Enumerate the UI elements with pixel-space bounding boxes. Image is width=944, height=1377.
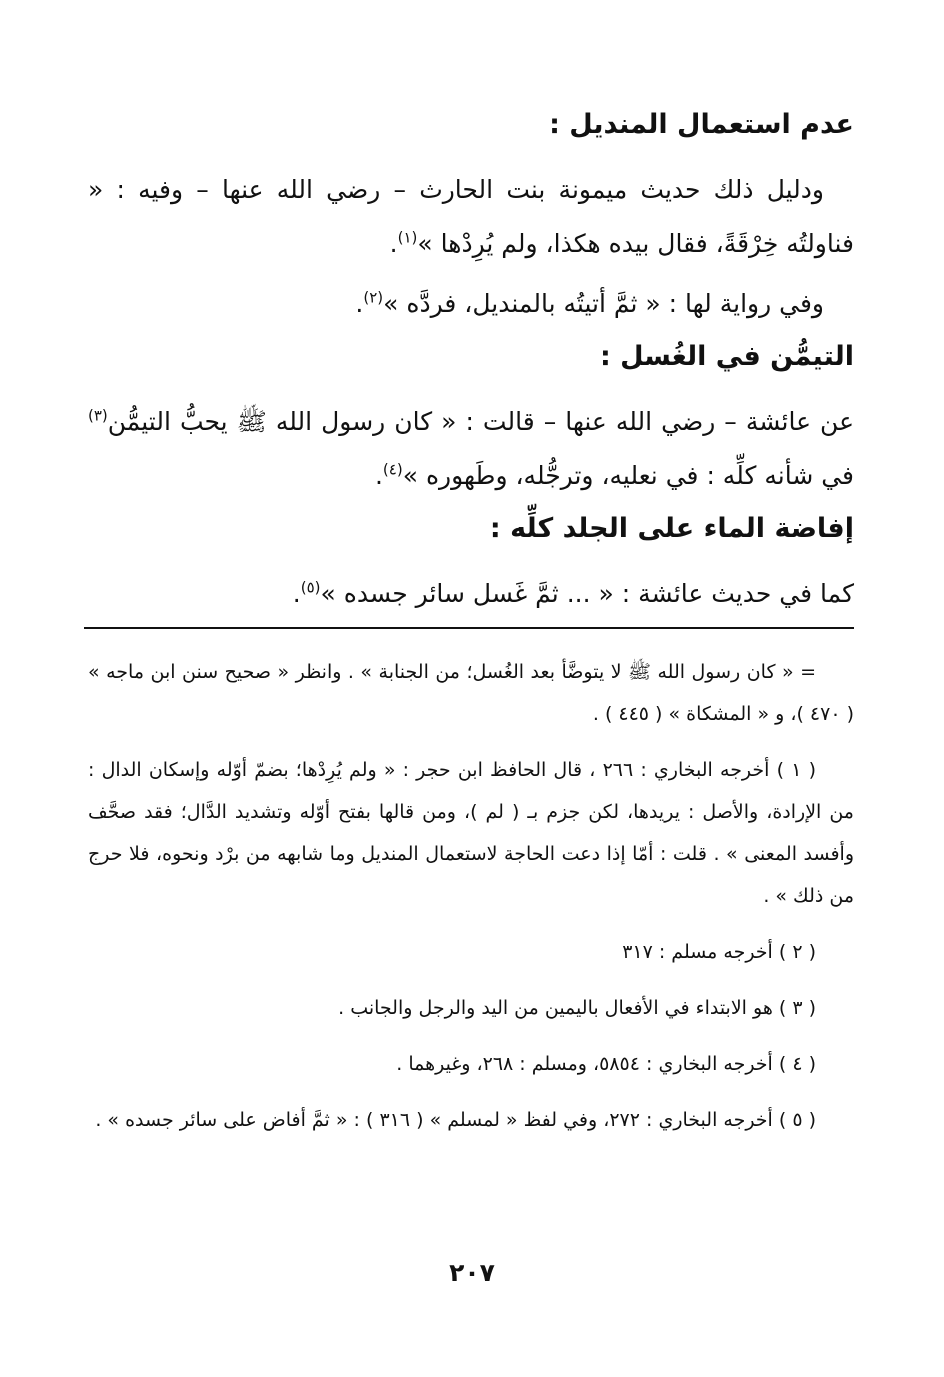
- footnote-ref: (٤): [382, 460, 403, 479]
- footnote-4: ( ٤ ) أخرجه البخاري : ٥٨٥٤، ومسلم : ٢٦٨، وغيرهما .: [396, 1053, 816, 1075]
- section-heading-no-towel: عدم استعمال المنديل :: [549, 109, 854, 140]
- paragraph-text: عن عائشة – رضي الله عنها – قالت : « كان رسول الله ﷺ يحبُّ التيمُّن: [107, 407, 854, 436]
- paragraph-aisha-hadith: [88, 395, 854, 503]
- footnote-1: ( ١ ) أخرجه البخاري : ٢٦٦ ، قال الحافظ ابن حجر : « ولم يُرِدْها؛ بضمّ أوّله وإسكان الدال : من الإرادة، والأصل : يريدها، لكن جزم بـ ( لم )، ومن قالها بفتح أوّله وتشديد الدَّال؛ فقد صحَّف وأفسد المعنى » . قلت : أمّا إذا دعت الحاجة لاستعمال المنديل وما شابهه من برْد ونحوه، فلا حرج من ذلك » .: [88, 759, 854, 907]
- footnote-divider: [84, 627, 854, 629]
- footnote-ref: (١): [397, 228, 418, 247]
- paragraph-text: كما في حديث عائشة : « ... ثمَّ غَسل سائر جسده »: [320, 579, 854, 608]
- paragraph-tail: .: [355, 289, 364, 318]
- footnote-continuation: = « كان رسول الله ﷺ لا يتوضَّأ بعد الغُسل؛ من الجنابة » . وانظر « صحيح سنن ابن ماجه » ( ٤٧٠ )، و « المشكاة » ( ٤٤٥ ) .: [88, 661, 854, 725]
- paragraph-other-narration: [88, 277, 854, 331]
- paragraph-whole-body: [88, 567, 854, 621]
- paragraph-text: وفي رواية لها : « ثمَّ أتيتُه بالمنديل، فردَّه »: [383, 289, 824, 318]
- section-heading-pour-water: إفاضة الماء على الجلد كلِّه :: [489, 513, 854, 544]
- paragraph-tail: .: [292, 579, 301, 608]
- footnote-2: ( ٢ ) أخرجه مسلم : ٣١٧: [622, 941, 816, 963]
- paragraph-tail: في شأنه كلِّه : في نعليه، وترجُّله، وطَهوره »: [402, 461, 854, 490]
- paragraph-tail: .: [374, 461, 383, 490]
- paragraph-tail: .: [389, 229, 398, 258]
- paragraph-text: ودليل ذلك حديث ميمونة بنت الحارث – رضي الله عنها – وفيه : « فناولتُه خِرْقَةً، فقال بيده هكذا، ولم يُرِدْها »: [88, 175, 854, 258]
- footnote-ref: (٣): [88, 406, 108, 425]
- footnote-ref: (٥): [300, 578, 321, 597]
- page-number: ٢٠٧: [449, 1258, 495, 1287]
- paragraph-maymuna-hadith: [88, 163, 854, 271]
- footnote-5: ( ٥ ) أخرجه البخاري : ٢٧٢، وفي لفظ « لمسلم » ( ٣١٦ ) : « ثمَّ أفاض على سائر جسده » .: [95, 1109, 816, 1131]
- section-heading-right-side: التيمُّن في الغُسل :: [599, 341, 854, 372]
- footnote-3: ( ٣ ) هو الابتداء في الأفعال باليمين من اليد والرجل والجانب .: [338, 997, 816, 1019]
- footnote-ref: (٢): [363, 288, 384, 307]
